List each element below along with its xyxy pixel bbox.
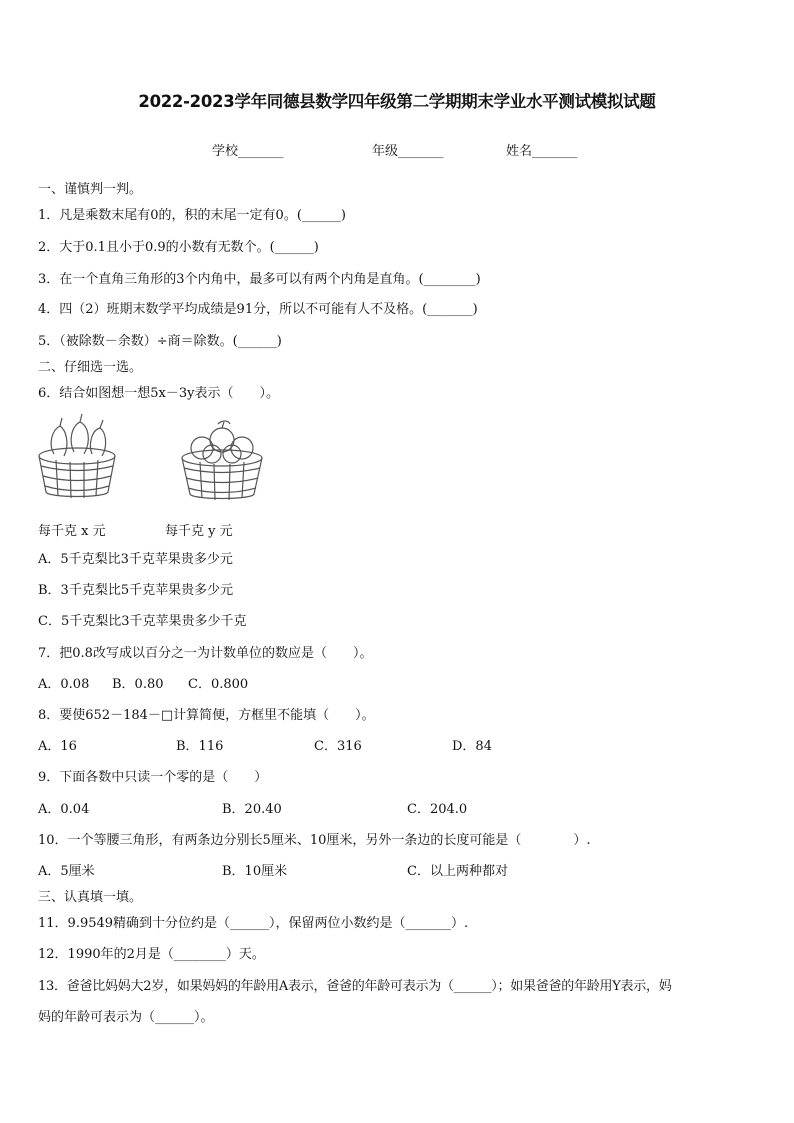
question-8: 8．要使652－184－□计算简便，方框里不能填（ ）。 [38, 708, 375, 723]
question-12: 12．1990年的2月是（________）天。 [38, 947, 265, 962]
question-9-option-b: B．20.40 [222, 802, 282, 817]
school-field: 学校_______ [212, 144, 284, 159]
question-13-line-2: 妈的年龄可表示为（______）。 [38, 1010, 214, 1025]
pear-basket-image [34, 410, 120, 502]
question-5: 5．（被除数－余数）÷商＝除数。(______) [38, 334, 282, 349]
question-9-option-c: C．204.0 [407, 802, 468, 817]
question-8-option-a: A．16 [38, 739, 77, 754]
question-7: 7．把0.8改写成以百分之一为计数单位的数应是（ ）。 [38, 646, 373, 661]
apple-basket-image [176, 414, 268, 504]
question-7-option-b: B．0.80 [112, 677, 164, 692]
grade-field: 年级_______ [372, 144, 444, 159]
pear-price-caption: 每千克 x 元 [38, 524, 106, 539]
question-7-option-a: A．0.08 [38, 677, 90, 692]
question-2: 2．大于0.1且小于0.9的小数有无数个。(______) [38, 240, 319, 255]
question-10-option-b: B．10厘米 [222, 864, 288, 879]
question-10: 10．一个等腰三角形，有两条边分别长5厘米、10厘米，另外一条边的长度可能是（ ）. [38, 833, 591, 848]
section-1-heading: 一、谨慎判一判。 [38, 182, 143, 197]
question-9: 9．下面各数中只读一个零的是（ ） [38, 770, 268, 785]
apple-price-caption: 每千克 y 元 [165, 524, 233, 539]
question-7-option-c: C．0.800 [188, 677, 249, 692]
question-11: 11．9.9549精确到十分位约是（______），保留两位小数约是（_______）. [38, 916, 469, 931]
question-3: 3．在一个直角三角形的3个内角中，最多可以有两个内角是直角。(________) [38, 272, 481, 287]
exam-title: 2022-2023学年同德县数学四年级第二学期期末学业水平测试模拟试题 [138, 92, 656, 111]
question-6-option-b: B．3千克梨比5千克苹果贵多少元 [38, 583, 234, 598]
section-2-heading: 二、仔细选一选。 [38, 360, 143, 375]
question-8-option-d: D．84 [452, 739, 492, 754]
question-6: 6．结合如图想一想5x－3y表示（ ）。 [38, 386, 279, 401]
question-9-option-a: A．0.04 [38, 802, 90, 817]
section-3-heading: 三、认真填一填。 [38, 890, 143, 905]
question-8-option-c: C．316 [314, 739, 362, 754]
question-10-option-a: A．5厘米 [38, 864, 95, 879]
question-13-line-1: 13．爸爸比妈妈大2岁，如果妈妈的年龄用A表示，爸爸的年龄可表示为（______）；如果爸爸的年龄用Y表示，妈 [38, 979, 672, 994]
name-field: 姓名_______ [506, 144, 578, 159]
question-10-option-c: C．以上两种都对 [407, 864, 508, 879]
question-8-option-b: B．116 [176, 739, 224, 754]
question-4: 4．四（2）班期末数学平均成绩是91分，所以不可能有人不及格。(_______) [38, 302, 478, 317]
question-6-option-c: C．5千克梨比3千克苹果贵多少千克 [38, 614, 247, 629]
question-1: 1．凡是乘数末尾有0的，积的末尾一定有0。(______) [38, 208, 346, 223]
question-6-option-a: A．5千克梨比3千克苹果贵多少元 [38, 552, 233, 567]
